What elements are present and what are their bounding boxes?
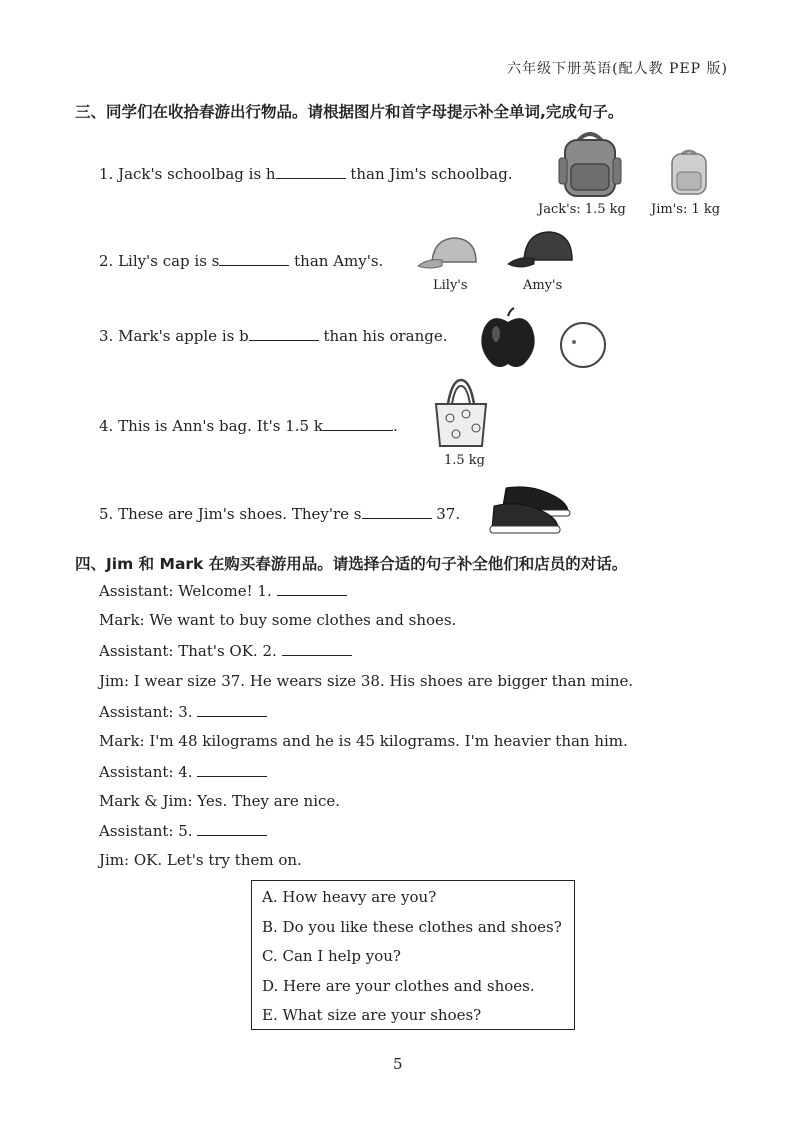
- question-4-text: 4. This is Ann's bag. It's 1.5 k: [99, 417, 323, 435]
- question-4: [99, 416, 398, 435]
- dialog-line-4: Jim: I wear size 37. He wears size 38. His shoes are bigger than mine.: [99, 672, 634, 690]
- dialog-line-3: [99, 641, 352, 660]
- dialog-line-9: [99, 821, 267, 840]
- question-5-text: 5. These are Jim's shoes. They're s: [99, 505, 362, 523]
- question-2-tail: than Amy's.: [289, 252, 384, 270]
- jack-weight-label: Jack's: 1.5 kg: [538, 202, 626, 217]
- dialog-blank-4[interactable]: [197, 762, 267, 777]
- handbag-icon: [430, 378, 492, 450]
- option-c: C. Can I help you?: [262, 947, 401, 965]
- dialog-line-8: Mark & Jim: Yes. They are nice.: [99, 792, 341, 810]
- option-a: A. How heavy are you?: [262, 888, 437, 906]
- jack-schoolbag-icon: [555, 128, 625, 198]
- option-d: D. Here are your clothes and shoes.: [262, 977, 535, 995]
- question-2: [99, 251, 383, 270]
- page-number: 5: [393, 1055, 403, 1073]
- lily-cap-icon: [418, 232, 480, 274]
- answer-blank-1[interactable]: [276, 164, 346, 179]
- question-3: [99, 326, 448, 345]
- apple-icon: [478, 308, 538, 370]
- dialog-blank-3[interactable]: [197, 702, 267, 717]
- jim-schoolbag-icon: [664, 146, 714, 196]
- question-3-text: 3. Mark's apple is b: [99, 327, 249, 345]
- dialog-line-1-text: Assistant: Welcome! 1.: [99, 582, 272, 600]
- option-b: B. Do you like these clothes and shoes?: [262, 918, 562, 936]
- dialog-line-3-text: Assistant: That's OK. 2.: [99, 642, 277, 660]
- section4-title: 四、Jim 和 Mark 在购买春游用品。请选择合适的句子补全他们和店员的对话。: [75, 555, 628, 573]
- answer-blank-2[interactable]: [219, 251, 289, 266]
- dialog-line-9-text: Assistant: 5.: [99, 822, 193, 840]
- jim-weight-label: Jim's: 1 kg: [651, 202, 721, 217]
- answer-blank-5[interactable]: [362, 504, 432, 519]
- orange-icon: [558, 320, 608, 370]
- question-1-tail: than Jim's schoolbag.: [345, 165, 513, 183]
- question-5: [99, 504, 460, 523]
- question-3-tail: than his orange.: [318, 327, 448, 345]
- shoes-icon: [490, 480, 574, 538]
- amy-cap-icon: [508, 226, 576, 274]
- question-2-text: 2. Lily's cap is s: [99, 252, 220, 270]
- question-1-text: 1. Jack's schoolbag is h: [99, 165, 276, 183]
- dialog-line-6: Mark: I'm 48 kilograms and he is 45 kilograms. I'm heavier than him.: [99, 732, 628, 750]
- page-header: 六年级下册英语(配人教 PEP 版): [507, 61, 728, 77]
- lily-cap-label: Lily's: [433, 278, 468, 293]
- dialog-line-7-text: Assistant: 4.: [99, 763, 193, 781]
- amy-cap-label: Amy's: [523, 278, 563, 293]
- options-box: [251, 880, 575, 1030]
- dialog-line-5: [99, 702, 267, 721]
- question-4-tail: .: [392, 417, 398, 435]
- dialog-line-5-text: Assistant: 3.: [99, 703, 193, 721]
- dialog-line-7: [99, 762, 267, 781]
- question-1: [99, 164, 513, 183]
- answer-blank-4[interactable]: [323, 416, 393, 431]
- question-5-tail: 37.: [431, 505, 461, 523]
- section3-title: 三、同学们在收拾春游出行物品。请根据图片和首字母提示补全单词,完成句子。: [75, 103, 624, 121]
- dialog-line-10: Jim: OK. Let's try them on.: [99, 851, 302, 869]
- option-e: E. What size are your shoes?: [262, 1006, 482, 1024]
- bag-weight-label: 1.5 kg: [444, 453, 486, 468]
- dialog-line-1: [99, 581, 347, 600]
- dialog-blank-1[interactable]: [277, 581, 347, 596]
- dialog-line-2: Mark: We want to buy some clothes and shoes.: [99, 611, 457, 629]
- dialog-blank-2[interactable]: [282, 641, 352, 656]
- dialog-blank-5[interactable]: [197, 821, 267, 836]
- answer-blank-3[interactable]: [249, 326, 319, 341]
